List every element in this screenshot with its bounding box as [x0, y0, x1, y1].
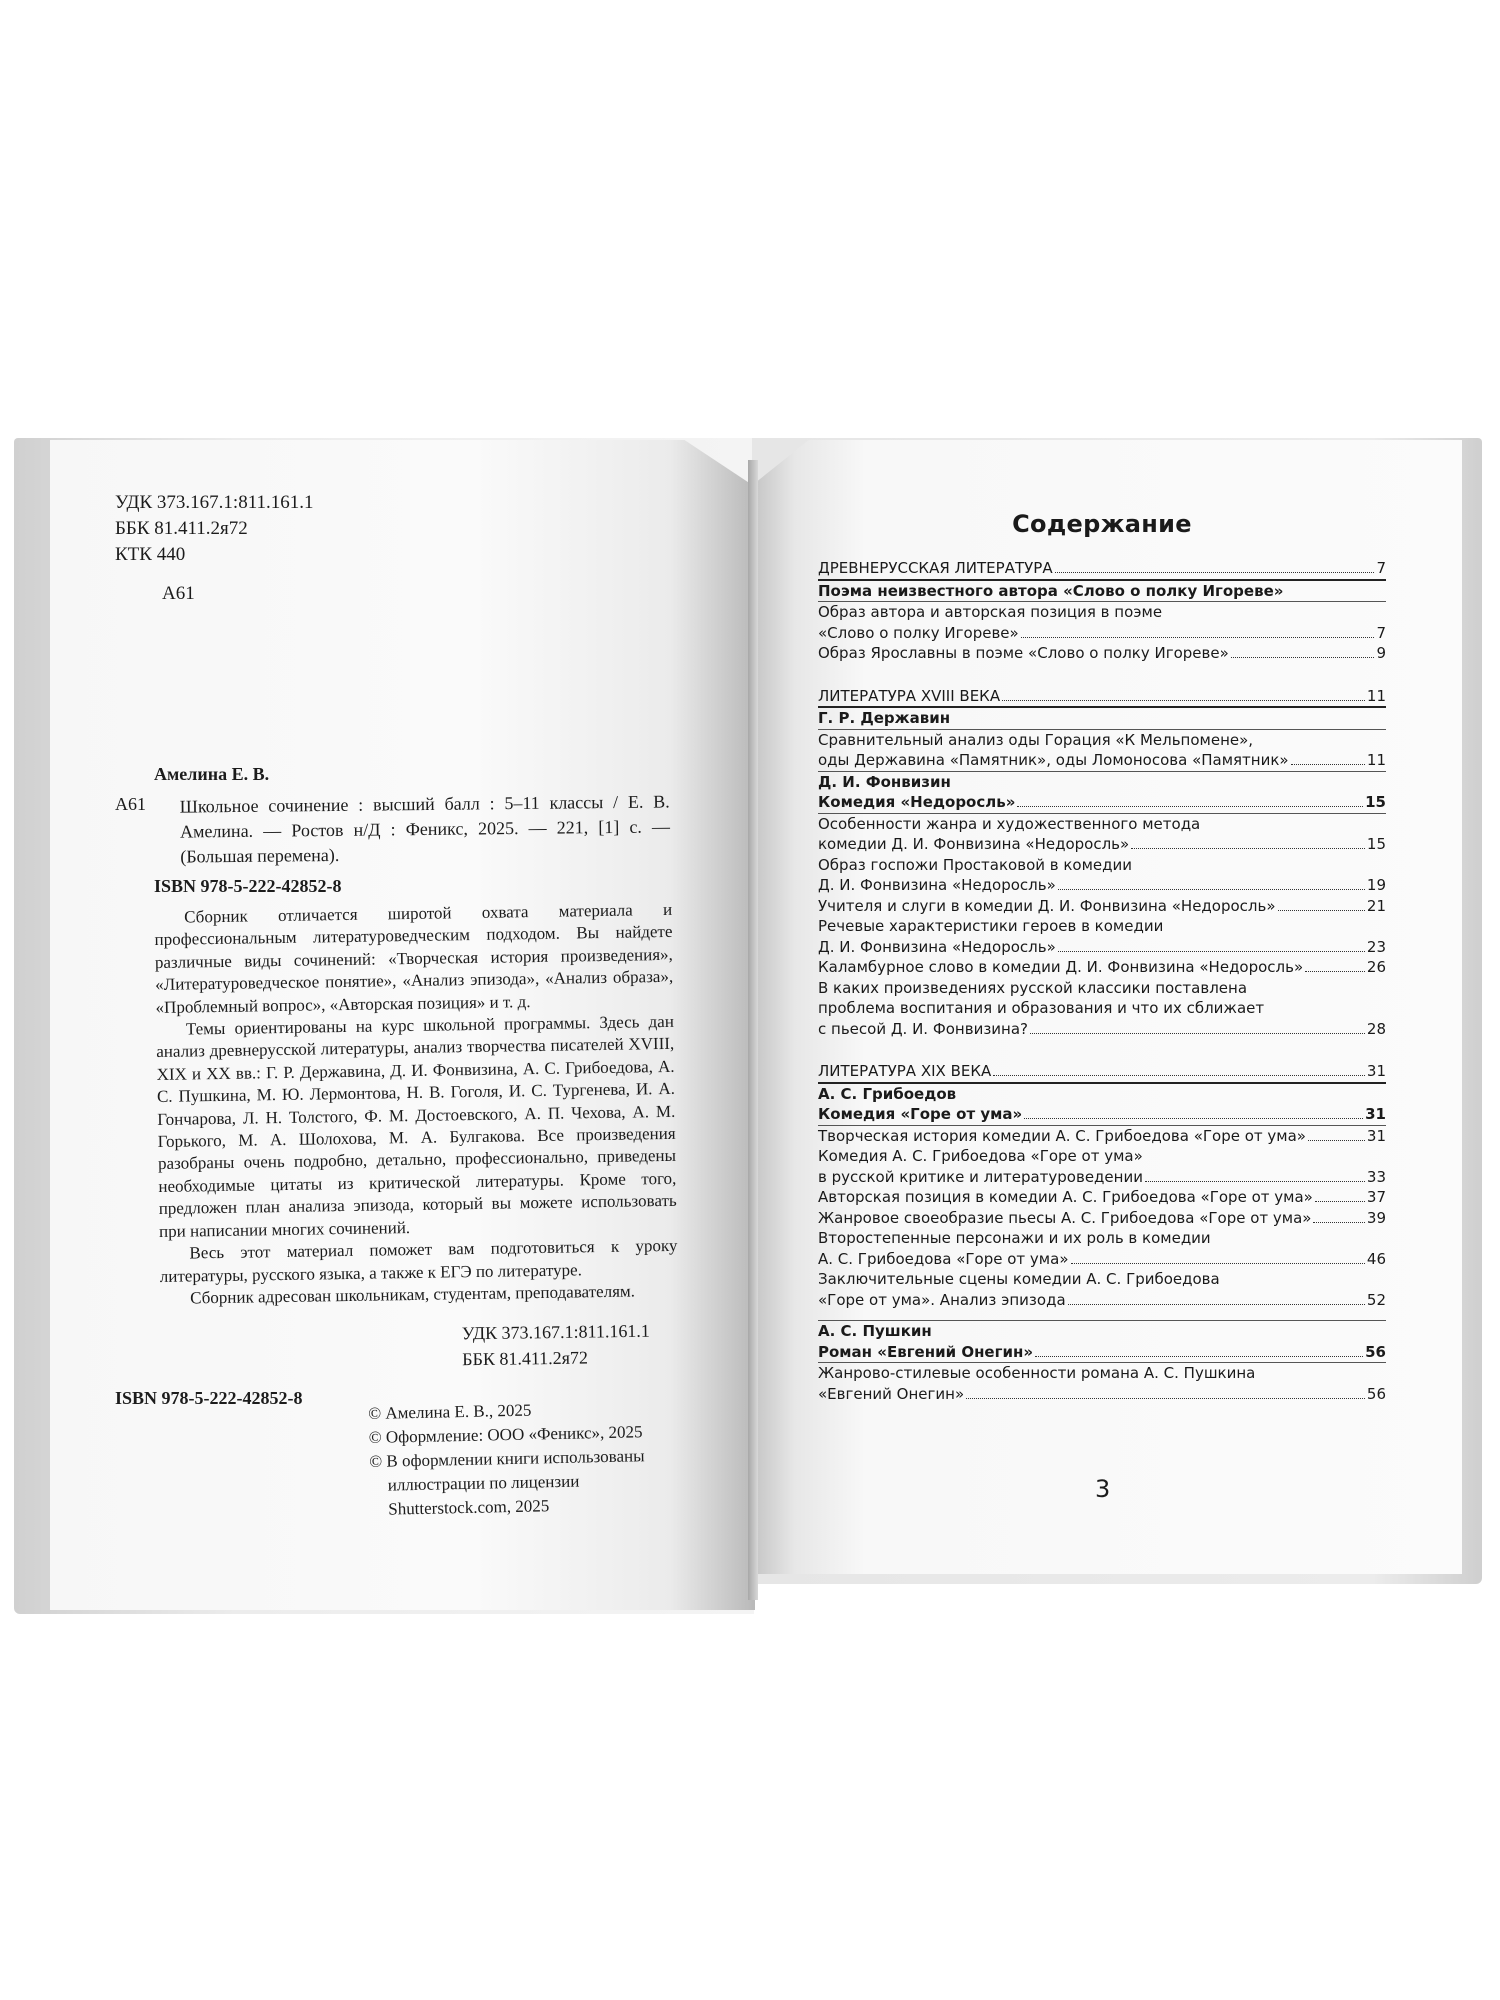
- toc-entry: Д. И. Фонвизина «Недоросль» 23: [818, 937, 1386, 956]
- toc-entry: Заключительные сцены комедии А. С. Грибоедова: [818, 1270, 1220, 1288]
- toc-entry: А. С. Грибоедова «Горе от ума» 46: [818, 1249, 1386, 1268]
- toc-author-heading: А. С. Пушкин: [818, 1320, 1386, 1342]
- toc-work-heading: Комедия «Недоросль» 15: [818, 792, 1386, 814]
- copyright-block: [368, 1396, 646, 1522]
- author-heading: Амелина Е. В.: [154, 764, 270, 784]
- toc-entry: Комедия А. С. Грибоедова «Горе от ума»: [818, 1147, 1143, 1165]
- toc-entry: «Слово о полку Игореве» 7: [818, 623, 1386, 642]
- toc-entry: Образ Ярославны в поэме «Слово о полку Игореве» 9: [818, 644, 1386, 662]
- toc-entry: в русской критике и литературоведении 33: [818, 1167, 1386, 1186]
- toc-work-heading: Роман «Евгений Онегин» 56: [818, 1342, 1386, 1364]
- toc-entry: проблема воспитания и образования и что их сближает: [818, 999, 1265, 1017]
- bbk-code: ББК 81.411.2я72: [115, 518, 248, 539]
- toc-entry: Творческая история комедии А. С. Грибоедова «Горе от ума» 31: [818, 1126, 1386, 1145]
- isbn-top: ISBN 978-5-222-42852-8: [154, 876, 342, 896]
- contents-title: Содержание: [1012, 510, 1192, 538]
- toc-section: [818, 686, 1386, 1040]
- bottom-codes: [462, 1318, 651, 1373]
- toc-entry: Образ автора и авторская позиция в поэме: [818, 603, 1163, 621]
- toc-author-heading: Г. Р. Державин: [818, 708, 1386, 730]
- isbn-bottom: ISBN 978-5-222-42852-8: [115, 1388, 303, 1408]
- annotation-paragraph: Весь этот материал поможет вам подготовиться к уроку литературы, русского языка, а также к ЕГЭ по литературе.: [159, 1235, 678, 1286]
- bbk-code-bottom: ББК 81.411.2я72: [462, 1347, 589, 1370]
- bibliographic-entry: Школьное сочинение : высший балл : 5–11 классы / Е. В. Амелина. — Ростов н/Д : Феникс, 2025. — 221, [1] с. — (Большая перемена).: [179, 791, 671, 867]
- annotation: [154, 899, 678, 1310]
- classification-codes: [115, 490, 314, 568]
- table-of-contents: [818, 510, 1386, 1426]
- toc-entry: Авторская позиция в комедии А. С. Грибоедова «Горе от ума» 37: [818, 1188, 1386, 1206]
- toc-entry: комедии Д. И. Фонвизина «Недоросль» 15: [818, 835, 1386, 853]
- toc-author-heading: Д. И. Фонвизин: [818, 771, 1386, 793]
- annotation-paragraph: Темы ориентированы на курс школьной программы. Здесь дан анализ древнерусской литературы, анализ творчества писателей XVIII, XIX и XX вв.: Г. Р. Державина, Д. И. Фонвизина, А. С. Грибоедова, А. С. Пушкина, М. Ю. Лермонтова, Н. В. Гоголя, И. С. Тургенева, И. А. Гончарова, Л. Н. Толстого, Ф. М. Достоевского, А. П. Чехова, А. М. Горького, М. А. Шолохова, М. А. Булгакова. Все произведения разобраны очень подробно, детально, профессионально, приведены необходимые цитаты из критической литературы. Кроме того, предложен план анализа эпизода, который вы можете использовать при написании многих сочинений.: [156, 1011, 677, 1241]
- copyright-line: © Оформление: ООО «Феникс», 2025: [368, 1422, 643, 1447]
- udk-code: УДК 373.167.1:811.161.1: [115, 492, 314, 513]
- toc-entry: «Горе от ума». Анализ эпизода 52: [818, 1290, 1386, 1309]
- toc-entry: Каламбурное слово в комедии Д. И. Фонвизина «Недоросль» 26: [818, 958, 1386, 976]
- copyright-line: иллюстрации по лицензии: [387, 1471, 580, 1495]
- toc-section-heading: ЛИТЕРАТУРА XVIII ВЕКА 11: [818, 686, 1386, 709]
- toc-work-heading: Поэма неизвестного автора «Слово о полку Игореве»: [818, 581, 1386, 603]
- toc-entry: с пьесой Д. И. Фонвизина? 28: [818, 1019, 1386, 1038]
- annotation-paragraph: Сборник адресован школьникам, студентам, преподавателям.: [189, 1281, 636, 1308]
- toc-entry: Речевые характеристики героев в комедии: [818, 917, 1164, 935]
- toc-entry: Образ госпожи Простаковой в комедии: [818, 855, 1133, 874]
- entry-mark: А61: [115, 794, 146, 814]
- toc-entry: Учителя и слуги в комедии Д. И. Фонвизина «Недоросль» 21: [818, 896, 1386, 915]
- author-mark: А61: [162, 583, 195, 604]
- toc-section-heading: ДРЕВНЕРУССКАЯ ЛИТЕРАТУРА 7: [818, 558, 1386, 581]
- toc-section: [818, 558, 1386, 664]
- toc-entry: Особенности жанра и художественного метода: [818, 814, 1201, 833]
- toc-work-heading: Комедия «Горе от ума» 31: [818, 1104, 1386, 1126]
- ktk-code: КТК 440: [115, 544, 186, 565]
- copyright-line: © Амелина Е. В., 2025: [368, 1400, 532, 1423]
- page-number: 3: [1095, 1475, 1111, 1503]
- toc-author-heading: А. С. Грибоедов: [818, 1084, 957, 1103]
- copyright-line: Shutterstock.com, 2025: [388, 1496, 550, 1519]
- annotation-paragraph: Сборник отличается широтой охвата материала и профессиональным литературоведческим подходом. Вы найдете различные виды сочинений: «Творческая история произведения», «Литературоведческое понятие», «Анализ эпизода», «Анализ образа», «Проблемный вопрос», «Авторская позиция» и т. д.: [154, 899, 674, 1017]
- toc-entry: Жанровое своеобразие пьесы А. С. Грибоедова «Горе от ума» 39: [818, 1208, 1386, 1227]
- toc-entry: Второстепенные персонажи и их роль в комедии: [818, 1229, 1211, 1247]
- toc-section-heading: ЛИТЕРАТУРА XIX ВЕКА 31: [818, 1061, 1386, 1084]
- udk-code-bottom: УДК 373.167.1:811.161.1: [461, 1320, 650, 1344]
- copyright-line: © В оформлении книги использованы: [369, 1446, 645, 1471]
- toc-entry: Жанрово-стилевые особенности романа А. С. Пушкина: [818, 1364, 1256, 1382]
- toc-entry: оды Державина «Памятник», оды Ломоносова «Памятник» 11: [818, 751, 1386, 769]
- toc-section: [818, 1061, 1386, 1404]
- toc-entry: Д. И. Фонвизина «Недоросль» 19: [818, 876, 1386, 894]
- toc-entry: Сравнительный анализ оды Горация «К Мельпомене»,: [818, 730, 1254, 749]
- toc-entry: «Евгений Онегин» 56: [818, 1384, 1386, 1403]
- toc-entry: В каких произведениях русской классики поставлена: [818, 978, 1248, 997]
